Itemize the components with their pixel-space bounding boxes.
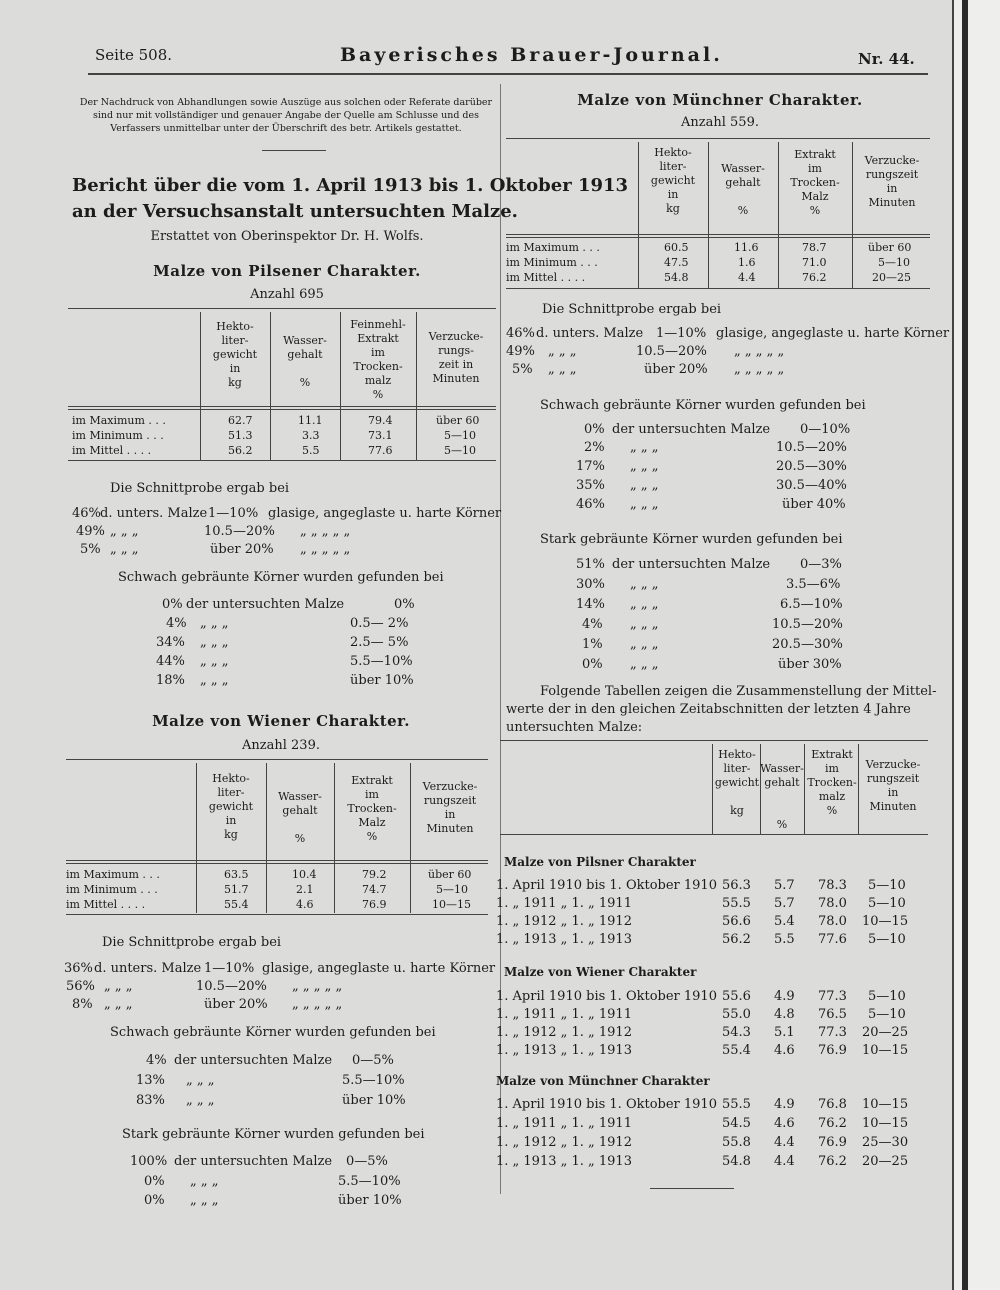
- schwach-percent: 83%: [136, 1093, 165, 1108]
- schwach-percent: 13%: [136, 1073, 165, 1088]
- summary-cell: 5.4: [774, 914, 795, 929]
- table-row-label: im Minimum . . .: [72, 429, 164, 442]
- schwach-range: 0.5— 2%: [350, 616, 409, 631]
- summary-cell: 5.5: [774, 932, 795, 947]
- summary-period: 1. April 1910 bis 1. Oktober 1910: [496, 1097, 717, 1112]
- table-cell: 76.2: [802, 271, 827, 284]
- table-cell: 63.5: [224, 868, 249, 881]
- table-cell: 47.5: [664, 256, 689, 269]
- schwach-percent: 18%: [156, 673, 185, 688]
- summary-cell: 78.0: [818, 914, 847, 929]
- summary-period: 1. „ 1913 „ 1. „ 1913: [496, 932, 632, 947]
- summary-cell: 25—30: [862, 1135, 909, 1150]
- table-cell: 54.8: [664, 271, 689, 284]
- summary-cell: 77.3: [818, 989, 847, 1004]
- schnitt-desc: „ „ „ „ „: [292, 979, 343, 994]
- table-cell: über 60: [428, 868, 472, 881]
- summary-vline: [858, 744, 859, 834]
- pilsener-col-header: Wasser- gehalt %: [283, 334, 327, 389]
- summary-cell: 76.2: [818, 1154, 847, 1169]
- schnitt-percent: 49%: [76, 524, 105, 539]
- pilsener-table-top: [68, 308, 496, 309]
- summary-cell: 20—25: [862, 1154, 909, 1169]
- schwach-text: „ „ „: [630, 497, 659, 512]
- schnitt-desc: „ „ „ „ „: [292, 997, 343, 1012]
- schnitt-desc: „ „ „ „ „: [300, 524, 351, 539]
- adjacent-page-edge: [952, 0, 1000, 1290]
- summary-group-title: Malze von Münchner Charakter: [496, 1074, 710, 1088]
- table-cell: 11.6: [734, 241, 759, 254]
- summary-cell: 56.2: [722, 932, 751, 947]
- schwach-range: 20.5—30%: [776, 459, 847, 474]
- stark-text: „ „ „: [630, 577, 659, 592]
- stark-range: 10.5—20%: [772, 617, 843, 632]
- schwach-text: „ „ „: [200, 635, 229, 650]
- summary-col-header: Hekto- liter- gewicht kg: [714, 748, 760, 817]
- schwach-percent: 0%: [584, 422, 605, 437]
- summary-cell: 5—10: [868, 896, 906, 911]
- summary-cell: 76.9: [818, 1043, 847, 1058]
- end-rule: [650, 1188, 734, 1189]
- summary-cell: 78.0: [818, 896, 847, 911]
- table-cell: über 60: [868, 241, 912, 254]
- summary-period: 1. „ 1912 „ 1. „ 1912: [496, 914, 632, 929]
- schwach-range: 0—5%: [352, 1053, 394, 1068]
- stark-range: über 10%: [338, 1193, 402, 1208]
- table-cell: 79.2: [362, 868, 387, 881]
- schnitt-percent: 5%: [80, 542, 101, 557]
- schwach-range: 30.5—40%: [776, 478, 847, 493]
- article-title-line2: an der Versuchsanstalt untersuchten Malze.: [72, 201, 518, 222]
- pilsener-count: Anzahl 695: [250, 287, 324, 302]
- stark-text: „ „ „: [630, 637, 659, 652]
- stark-percent: 0%: [582, 657, 603, 672]
- table-row-label: im Mittel . . . .: [506, 271, 586, 284]
- summary-cell: 56.6: [722, 914, 751, 929]
- stark-range: über 30%: [778, 657, 842, 672]
- summary-cell: 10—15: [862, 1097, 909, 1112]
- table-row-label: im Maximum . . .: [72, 414, 166, 427]
- summary-group-title: Malze von Pilsner Charakter: [504, 855, 696, 869]
- schwach-text: „ „ „: [200, 654, 229, 669]
- summary-cell: 4.6: [774, 1116, 795, 1131]
- table-cell: 5—10: [436, 883, 468, 896]
- schwach-range: 5.5—10%: [350, 654, 413, 669]
- summary-cell: 4.8: [774, 1007, 795, 1022]
- summary-cell: 4.4: [774, 1154, 795, 1169]
- muenchner-count: Anzahl 559.: [681, 115, 759, 130]
- schnitt-text: d. unters. Malze: [94, 961, 202, 976]
- summary-cell: 4.4: [774, 1135, 795, 1150]
- stark-text: der untersuchten Malze: [174, 1154, 333, 1169]
- muenchner-schnitt-heading: Die Schnittprobe ergab bei: [542, 302, 722, 317]
- schwach-text: der untersuchten Malze: [186, 597, 345, 612]
- pilsener-col-header: Hekto- liter- gewicht in kg: [212, 320, 258, 389]
- schwach-text: „ „ „: [186, 1073, 215, 1088]
- table-cell: 2.1: [296, 883, 314, 896]
- pilsener-schnitt-heading: Die Schnittprobe ergab bei: [110, 481, 290, 496]
- summary-period: 1. „ 1911 „ 1. „ 1911: [496, 1116, 632, 1131]
- table-row-label: im Maximum . . .: [66, 868, 160, 881]
- pilsener-vline: [270, 312, 271, 460]
- summary-cell: 77.3: [818, 1025, 847, 1040]
- stark-range: 5.5—10%: [338, 1174, 401, 1189]
- summary-cell: 54.8: [722, 1154, 751, 1169]
- table-cell: 4.4: [738, 271, 756, 284]
- summary-intro-line: werte der in den gleichen Zeitabschnitten der letzten 4 Jahre: [506, 702, 911, 717]
- muenchner-table-top: [506, 138, 930, 139]
- schnitt-percent: 46%: [506, 326, 535, 341]
- table-cell: 20—25: [872, 271, 911, 284]
- table-cell: 5.5: [302, 444, 320, 457]
- stark-text: „ „ „: [630, 617, 659, 632]
- table-cell: 5—10: [444, 444, 476, 457]
- schwach-range: 5.5—10%: [342, 1073, 405, 1088]
- pilsener-vline: [416, 312, 417, 460]
- stark-percent: 0%: [144, 1193, 165, 1208]
- table-row-label: im Mittel . . . .: [66, 898, 146, 911]
- schnitt-desc: glasige, angeglaste u. harte Körner: [716, 326, 950, 341]
- schwach-percent: 46%: [576, 497, 605, 512]
- table-cell: 71.0: [802, 256, 827, 269]
- summary-period: 1. „ 1913 „ 1. „ 1913: [496, 1043, 632, 1058]
- summary-vline: [804, 744, 805, 834]
- stark-range: 6.5—10%: [780, 597, 843, 612]
- summary-cell: 77.6: [818, 932, 847, 947]
- schwach-text: „ „ „: [186, 1093, 215, 1108]
- schnitt-desc: glasige, angeglaste u. harte Körner: [262, 961, 496, 976]
- stark-text: „ „ „: [190, 1193, 219, 1208]
- muenchner-header-rule: [506, 234, 930, 235]
- article-byline: Erstattet von Oberinspektor Dr. H. Wolfs.: [150, 229, 424, 244]
- table-cell: 3.3: [302, 429, 320, 442]
- table-cell: 76.9: [362, 898, 387, 911]
- muenchner-table-bottom: [506, 288, 930, 289]
- stark-range: 0—5%: [346, 1154, 388, 1169]
- schwach-text: der untersuchten Malze: [612, 422, 771, 437]
- stark-percent: 0%: [144, 1174, 165, 1189]
- summary-cell: 5.1: [774, 1025, 795, 1040]
- stark-percent: 14%: [576, 597, 605, 612]
- table-cell: 5—10: [878, 256, 910, 269]
- wiener-table-top: [66, 759, 488, 760]
- schwach-range: 10.5—20%: [776, 440, 847, 455]
- summary-cell: 76.9: [818, 1135, 847, 1150]
- schwach-range: 2.5— 5%: [350, 635, 409, 650]
- schnitt-range: 1—10%: [204, 961, 255, 976]
- muenchner-stark-heading: Stark gebräunte Körner wurden gefunden bei: [540, 532, 843, 547]
- table-cell: über 60: [436, 414, 480, 427]
- schwach-percent: 17%: [576, 459, 605, 474]
- summary-period: 1. „ 1912 „ 1. „ 1912: [496, 1025, 632, 1040]
- pilsener-col-header: Feinmehl- Extrakt im Trocken- malz %: [350, 318, 406, 401]
- summary-col-header: Verzucke- rungszeit in Minuten: [865, 758, 921, 813]
- schnitt-range: 10.5—20%: [196, 979, 267, 994]
- summary-cell: 55.0: [722, 1007, 751, 1022]
- schwach-range: 0—10%: [800, 422, 851, 437]
- wiener-count: Anzahl 239.: [242, 738, 320, 753]
- summary-cell: 20—25: [862, 1025, 909, 1040]
- summary-cell: 5—10: [868, 989, 906, 1004]
- pilsener-heading: Malze von Pilsener Charakter.: [153, 262, 421, 280]
- table-cell: 62.7: [228, 414, 253, 427]
- table-cell: 10.4: [292, 868, 317, 881]
- summary-cell: 78.3: [818, 878, 847, 893]
- summary-cell: 56.3: [722, 878, 751, 893]
- schnitt-percent: 56%: [66, 979, 95, 994]
- stark-percent: 4%: [582, 617, 603, 632]
- schnitt-desc: glasige, angeglaste u. harte Körner: [268, 506, 502, 521]
- table-cell: 51.7: [224, 883, 249, 896]
- table-row-label: im Minimum . . .: [66, 883, 158, 896]
- schnitt-text: „ „ „: [104, 979, 133, 994]
- notice-rule: [262, 150, 326, 151]
- reprint-notice: Der Nachdruck von Abhandlungen sowie Auszüge aus solchen oder Referate darüber sind nur mit vollständiger und genauer Angabe der Quelle am Schlusse und des Verfassers unmittelbar unter der Überschrift des betr. Artikels gestattet.: [79, 97, 493, 134]
- wiener-col-header: Wasser- gehalt %: [278, 790, 322, 845]
- summary-cell: 4.6: [774, 1043, 795, 1058]
- wiener-table-bottom: [66, 914, 488, 915]
- pilsener-header-rule: [68, 409, 496, 410]
- stark-text: „ „ „: [190, 1174, 219, 1189]
- summary-cell: 5—10: [868, 1007, 906, 1022]
- schnitt-range: 10.5—20%: [636, 344, 707, 359]
- muenchner-header-rule: [506, 237, 930, 238]
- wiener-vline: [196, 763, 197, 913]
- schwach-percent: 4%: [166, 616, 187, 631]
- summary-cell: 55.6: [722, 989, 751, 1004]
- schnitt-range: 1—10%: [208, 506, 259, 521]
- schwach-range: über 40%: [782, 497, 846, 512]
- summary-period: 1. „ 1911 „ 1. „ 1911: [496, 1007, 632, 1022]
- schnitt-range: 10.5—20%: [204, 524, 275, 539]
- schwach-text: „ „ „: [200, 616, 229, 631]
- muenchner-col-header: Hekto- liter- gewicht in kg: [650, 146, 696, 215]
- table-cell: 78.7: [802, 241, 827, 254]
- schnitt-text: „ „ „: [104, 997, 133, 1012]
- wiener-schwach-heading: Schwach gebräunte Körner wurden gefunden bei: [110, 1025, 436, 1040]
- schnitt-percent: 36%: [64, 961, 93, 976]
- wiener-vline: [266, 763, 267, 913]
- summary-col-header: Wasser- gehalt %: [760, 762, 804, 831]
- schwach-percent: 4%: [146, 1053, 167, 1068]
- table-cell: 55.4: [224, 898, 249, 911]
- summary-group-title: Malze von Wiener Charakter: [504, 965, 697, 979]
- schnitt-percent: 49%: [506, 344, 535, 359]
- table-cell: 10—15: [432, 898, 471, 911]
- stark-text: der untersuchten Malze: [612, 557, 771, 572]
- schnitt-range: über 20%: [644, 362, 708, 377]
- summary-period: 1. „ 1911 „ 1. „ 1911: [496, 896, 632, 911]
- schwach-range: über 10%: [350, 673, 414, 688]
- schwach-percent: 2%: [584, 440, 605, 455]
- stark-range: 20.5—30%: [772, 637, 843, 652]
- wiener-vline: [334, 763, 335, 913]
- schnitt-text: „ „ „: [548, 344, 577, 359]
- table-cell: 77.6: [368, 444, 393, 457]
- table-row-label: im Maximum . . .: [506, 241, 600, 254]
- pilsener-col-header: Verzucke- rungs- zeit in Minuten: [428, 330, 484, 385]
- wiener-col-header: Verzucke- rungszeit in Minuten: [422, 780, 478, 835]
- summary-cell: 4.9: [774, 1097, 795, 1112]
- pilsener-schwach-heading: Schwach gebräunte Körner wurden gefunden bei: [118, 570, 444, 585]
- schwach-text: der untersuchten Malze: [174, 1053, 333, 1068]
- table-row-label: im Minimum . . .: [506, 256, 598, 269]
- stark-percent: 1%: [582, 637, 603, 652]
- muenchner-heading: Malze von Münchner Charakter.: [577, 91, 863, 109]
- wiener-header-rule: [66, 860, 488, 861]
- summary-cell: 4.9: [774, 989, 795, 1004]
- schwach-text: „ „ „: [630, 440, 659, 455]
- wiener-stark-heading: Stark gebräunte Körner wurden gefunden bei: [122, 1127, 425, 1142]
- muenchner-vline: [638, 142, 639, 288]
- stark-percent: 100%: [130, 1154, 168, 1169]
- summary-cell: 5—10: [868, 878, 906, 893]
- schnitt-text: d. unters. Malze: [536, 326, 644, 341]
- summary-cell: 76.2: [818, 1116, 847, 1131]
- article-title-line1: Bericht über die vom 1. April 1913 bis 1. Oktober 1913: [72, 175, 629, 196]
- wiener-col-header: Extrakt im Trocken- Malz %: [347, 774, 397, 843]
- schwach-percent: 35%: [576, 478, 605, 493]
- summary-cell: 76.8: [818, 1097, 847, 1112]
- summary-cell: 54.5: [722, 1116, 751, 1131]
- summary-period: 1. April 1910 bis 1. Oktober 1910: [496, 989, 717, 1004]
- summary-period: 1. „ 1912 „ 1. „ 1912: [496, 1135, 632, 1150]
- muenchner-col-header: Extrakt im Trocken- Malz %: [790, 148, 840, 217]
- summary-vline: [712, 744, 713, 834]
- schwach-range: 0%: [394, 597, 415, 612]
- pilsener-vline: [200, 312, 201, 460]
- stark-percent: 51%: [576, 557, 605, 572]
- pilsener-vline: [340, 312, 341, 460]
- table-cell: 73.1: [368, 429, 393, 442]
- table-cell: 60.5: [664, 241, 689, 254]
- summary-cell: 55.8: [722, 1135, 751, 1150]
- table-row-label: im Mittel . . . .: [72, 444, 152, 457]
- schnitt-percent: 8%: [72, 997, 93, 1012]
- schnitt-text: „ „ „: [110, 542, 139, 557]
- muenchner-vline: [852, 142, 853, 288]
- wiener-schnitt-heading: Die Schnittprobe ergab bei: [102, 935, 282, 950]
- summary-intro-line: untersuchten Malze:: [506, 720, 643, 735]
- summary-table-top: [500, 740, 928, 741]
- issue-number: Nr. 44.: [858, 50, 915, 68]
- schnitt-desc: „ „ „ „ „: [734, 344, 785, 359]
- wiener-heading: Malze von Wiener Charakter.: [152, 712, 410, 730]
- summary-cell: 55.5: [722, 1097, 751, 1112]
- stark-percent: 30%: [576, 577, 605, 592]
- summary-cell: 10—15: [862, 1043, 909, 1058]
- schwach-text: „ „ „: [630, 478, 659, 493]
- summary-intro-line: Folgende Tabellen zeigen die Zusammenstellung der Mittel-: [540, 684, 937, 699]
- schnitt-range: 1—10%: [656, 326, 707, 341]
- table-cell: 5—10: [444, 429, 476, 442]
- wiener-header-rule: [66, 863, 488, 864]
- summary-cell: 55.5: [722, 896, 751, 911]
- binding-strip: [962, 0, 968, 1290]
- schnitt-percent: 46%: [72, 506, 101, 521]
- schwach-text: „ „ „: [630, 459, 659, 474]
- table-cell: 74.7: [362, 883, 387, 896]
- summary-cell: 54.3: [722, 1025, 751, 1040]
- wiener-vline: [410, 763, 411, 913]
- stark-range: 0—3%: [800, 557, 842, 572]
- summary-period: 1. April 1910 bis 1. Oktober 1910: [496, 878, 717, 893]
- table-cell: 1.6: [738, 256, 756, 269]
- pilsener-table-bottom: [68, 460, 496, 461]
- schwach-percent: 44%: [156, 654, 185, 669]
- muenchner-vline: [708, 142, 709, 288]
- stark-text: „ „ „: [630, 657, 659, 672]
- table-cell: 79.4: [368, 414, 393, 427]
- table-cell: 11.1: [298, 414, 323, 427]
- header-rule: [88, 73, 928, 75]
- muenchner-schwach-heading: Schwach gebräunte Körner wurden gefunden bei: [540, 398, 866, 413]
- schnitt-percent: 5%: [512, 362, 533, 377]
- page-number: Seite 508.: [95, 46, 173, 64]
- schnitt-range: über 20%: [204, 997, 268, 1012]
- summary-cell: 5.7: [774, 896, 795, 911]
- schnitt-desc: „ „ „ „ „: [734, 362, 785, 377]
- schwach-percent: 34%: [156, 635, 185, 650]
- summary-cell: 10—15: [862, 914, 909, 929]
- summary-col-header: Extrakt im Trocken- malz %: [807, 748, 857, 817]
- schnitt-text: „ „ „: [110, 524, 139, 539]
- schnitt-text: „ „ „: [548, 362, 577, 377]
- summary-cell: 55.4: [722, 1043, 751, 1058]
- stark-range: 3.5—6%: [786, 577, 841, 592]
- table-cell: 51.3: [228, 429, 253, 442]
- table-cell: 4.6: [296, 898, 314, 911]
- summary-period: 1. „ 1913 „ 1. „ 1913: [496, 1154, 632, 1169]
- summary-cell: 76.5: [818, 1007, 847, 1022]
- muenchner-col-header: Wasser- gehalt %: [721, 162, 765, 217]
- pilsener-header-rule: [68, 406, 496, 407]
- muenchner-col-header: Verzucke- rungszeit in Minuten: [864, 154, 920, 209]
- schwach-percent: 0%: [162, 597, 183, 612]
- schnitt-range: über 20%: [210, 542, 274, 557]
- table-cell: 56.2: [228, 444, 253, 457]
- schnitt-text: d. unters. Malze: [100, 506, 208, 521]
- summary-header-rule: [500, 834, 928, 835]
- summary-cell: 5.7: [774, 878, 795, 893]
- stark-text: „ „ „: [630, 597, 659, 612]
- summary-cell: 10—15: [862, 1116, 909, 1131]
- schnitt-desc: „ „ „ „ „: [300, 542, 351, 557]
- wiener-col-header: Hekto- liter- gewicht in kg: [208, 772, 254, 841]
- summary-cell: 5—10: [868, 932, 906, 947]
- schwach-text: „ „ „: [200, 673, 229, 688]
- journal-title: Bayerisches Brauer-Journal.: [340, 44, 723, 66]
- schwach-range: über 10%: [342, 1093, 406, 1108]
- muenchner-vline: [778, 142, 779, 288]
